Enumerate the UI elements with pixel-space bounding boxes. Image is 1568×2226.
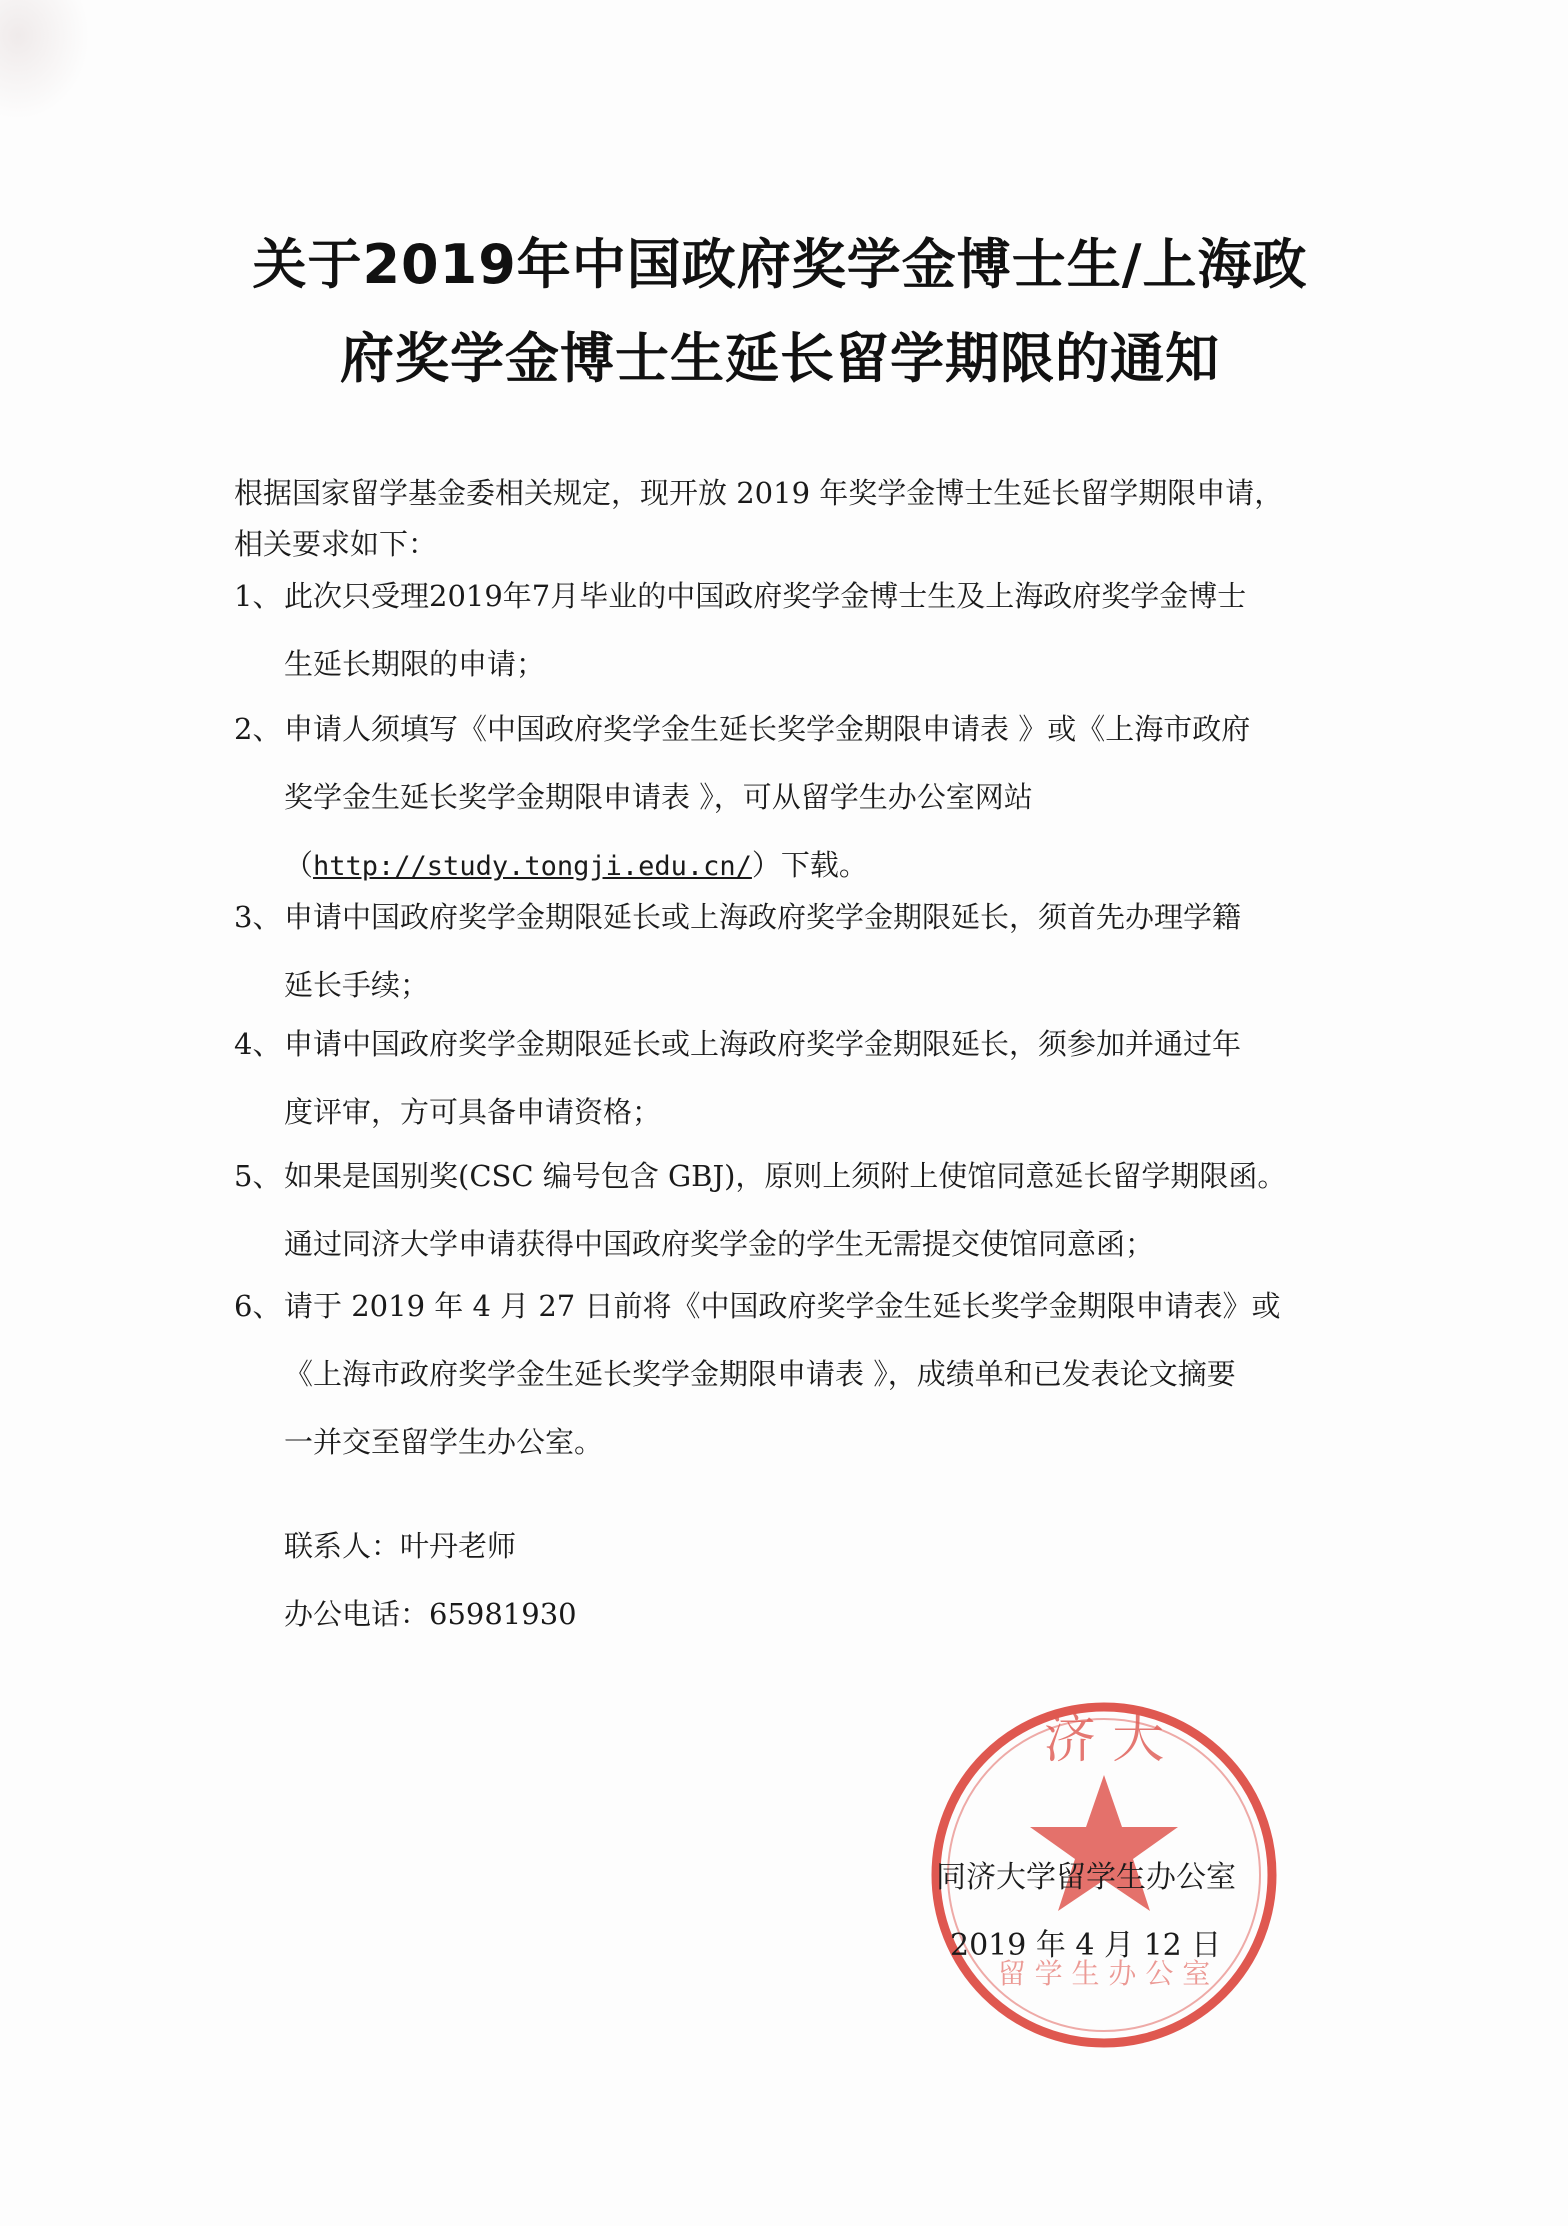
seal-text-bottom: 留 学 生 办 公 室 [997, 1957, 1211, 1990]
intro-paragraph [234, 468, 1404, 570]
requirement-line: 延长手续； [284, 968, 430, 1002]
office-phone: 办公电话：65981930 [284, 1597, 577, 1631]
requirement-item-3 [234, 883, 1404, 1019]
requirement-number: 3、 [234, 900, 282, 934]
requirement-item-5 [234, 1142, 1404, 1278]
requirement-item-4 [234, 1010, 1404, 1146]
requirement-item-6 [234, 1272, 1404, 1476]
scan-smudge [0, 0, 90, 120]
requirement-line: 生延长期限的申请； [284, 647, 546, 681]
url-close-text: ）下载。 [751, 848, 868, 882]
requirement-line: 如果是国别奖(CSC 编号包含 GBJ)，原则上须附上使馆同意延长留学期限函。 [284, 1159, 1287, 1193]
requirement-line: 一并交至留学生办公室。 [284, 1425, 604, 1459]
requirement-number: 1、 [234, 579, 282, 613]
requirement-line: 《上海市政府奖学金生延长奖学金期限申请表 》，成绩单和已发表论文摘要 [284, 1357, 1236, 1391]
notice-title [180, 218, 1380, 406]
requirement-number: 2、 [234, 712, 282, 746]
requirement-line: 请于 2019 年 4 月 27 日前将《中国政府奖学金生延长奖学金期限申请表》或 [284, 1289, 1281, 1323]
requirement-line: 此次只受理2019年7月毕业的中国政府奖学金博士生及上海政府奖学金博士 [284, 579, 1247, 613]
title-line-1: 关于2019年中国政府奖学金博士生/上海政 [252, 233, 1308, 296]
requirement-line: 申请人须填写《中国政府奖学金生延长奖学金期限申请表 》或《上海市政府 [284, 712, 1251, 746]
requirement-line: 奖学金生延长奖学金期限申请表 》，可从留学生办公室网站 [284, 780, 1033, 814]
requirement-item-1 [234, 562, 1404, 698]
requirement-number: 4、 [234, 1027, 282, 1061]
url-open-paren: （ [284, 848, 314, 882]
website-link[interactable]: http://study.tongji.edu.cn/ [313, 851, 752, 882]
intro-line-1: 根据国家留学基金委相关规定，现开放 2019 年奖学金博士生延长留学期限申请， [234, 476, 1284, 510]
requirement-line: 通过同济大学申请获得中国政府奖学金的学生无需提交使馆同意函； [284, 1227, 1155, 1261]
requirement-item-2 [234, 695, 1404, 901]
requirement-line: 申请中国政府奖学金期限延长或上海政府奖学金期限延长，须首先办理学籍 [284, 900, 1242, 934]
requirement-line: 申请中国政府奖学金期限延长或上海政府奖学金期限延长，须参加并通过年 [284, 1027, 1242, 1061]
requirement-number: 5、 [234, 1159, 282, 1193]
requirement-number: 6、 [234, 1289, 282, 1323]
seal-text-top: 济 大 [1043, 1710, 1165, 1770]
signing-office: 同济大学留学生办公室 [936, 1860, 1236, 1895]
requirement-line: 度评审，方可具备申请资格； [284, 1095, 662, 1129]
signing-date: 2019 年 4 月 12 日 [950, 1928, 1222, 1963]
intro-line-2: 相关要求如下： [234, 527, 438, 561]
title-line-2: 府奖学金博士生延长留学期限的通知 [340, 327, 1220, 390]
contact-person: 联系人：叶丹老师 [284, 1529, 517, 1563]
